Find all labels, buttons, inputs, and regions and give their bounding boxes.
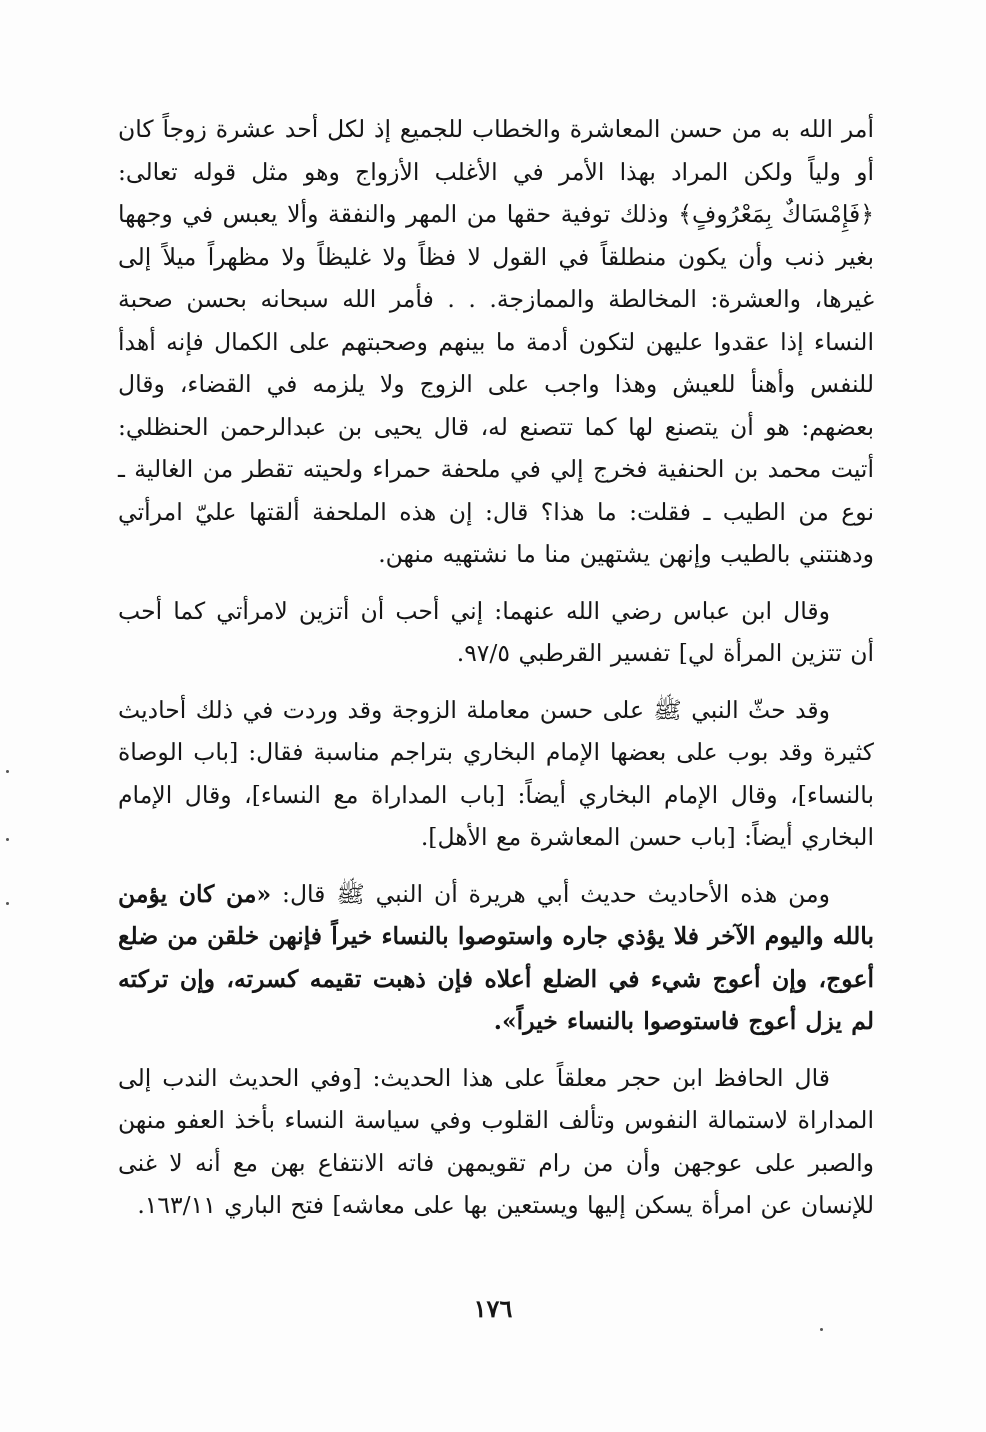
paragraph-2: وقال ابن عباس رضي الله عنهما: إني أحب أن أتزين لامرأتي كما أحب أن تتزين المرأة لي] تفسير القرطبي ٩٧/٥. [118, 596, 874, 667]
paragraph-3: وقد حثّ النبي ﷺ على حسن معاملة الزوجة وقد وردت في ذلك أحاديث كثيرة وقد بوب على بعضها الإمام البخاري بتراجم مناسبة فقال: [باب الوصاة بالنساء]، وقال الإمام البخاري أيضاً: [باب المداراة مع النساء]، وقال الإمام البخاري أيضاً: [باب حسن المعاشرة مع الأهل]. [118, 695, 874, 851]
body-text [118, 108, 874, 1241]
paragraph-1: أمر الله به من حسن المعاشرة والخطاب للجميع إذ لكل أحد عشرة زوجاً كان أو ولياً ولكن المراد بهذا الأمر في الأغلب الأزواج وهو مثل قوله تعالى: ﴿فَإِمْسَاكٌ بِمَعْرُوفٍ﴾ وذلك توفية حقها من المهر والنفقة وألا يعبس في وجهها بغير ذنب وأن يكون منطلقاً في القول لا فظاً ولا غليظاً ولا مظهراً ميلاً إلى غيرها، والعشرة: المخالطة والممازجة. . . فأمر الله سبحانه بحسن صحبة النساء إذا عقدوا عليهن لتكون أدمة ما بينهم وصحبتهم على الكمال فإنه أهدأ للنفس وأهنأ للعيش وهذا واجب على الزوج ولا يلزمه في القضاء، وقال بعضهم: هو أن يتصنع لها كما تتصنع له، قال يحيى بن عبدالرحمن الحنظلي: أتيت محمد بن الحنفية فخرج إلي في ملحفة حمراء ولحيته تقطر من الغالية ـ نوع من الطيب ـ فقلت: ما هذا؟ قال: إن هذه الملحفة ألقتها عليّ امرأتي ودهنتني بالطيب وإنهن يشتهين منا ما نشتهيه منهن. [118, 115, 874, 568]
scan-speck [6, 902, 9, 905]
paragraph-4 [118, 873, 874, 1043]
scan-speck [6, 838, 9, 841]
hadith-text: «من كان يؤمن بالله واليوم الآخر فلا يؤذي جاره واستوصوا بالنساء خيراً فإنهن خلقن من ضلع أعوج، وإن أعوج شيء في الضلع أعلاه فإن ذهبت تقيمه كسرته، وإن تركته لم يزل أعوج فاستوصوا بالنساء خيراً». [118, 879, 874, 1035]
page-number: ١٧٦ [473, 1294, 513, 1323]
scan-speck [6, 770, 9, 773]
paragraph-5: قال الحافظ ابن حجر معلقاً على هذا الحديث: [وفي الحديث الندب إلى المداراة لاستمالة النفوس وتألف القلوب وفي سياسة النساء بأخذ العفو منهن والصبر على عوجهن وأن من رام تقويمهن فاته الانتفاع بهن مع أنه لا غنى للإنسان عن امرأة يسكن إليها ويستعين بها على معاشه] فتح الباري ١٦٣/١١. [118, 1063, 874, 1219]
hadith-intro: ومن هذه الأحاديث حديث أبي هريرة أن النبي ﷺ قال: [271, 879, 830, 908]
scan-speck [820, 1328, 823, 1331]
